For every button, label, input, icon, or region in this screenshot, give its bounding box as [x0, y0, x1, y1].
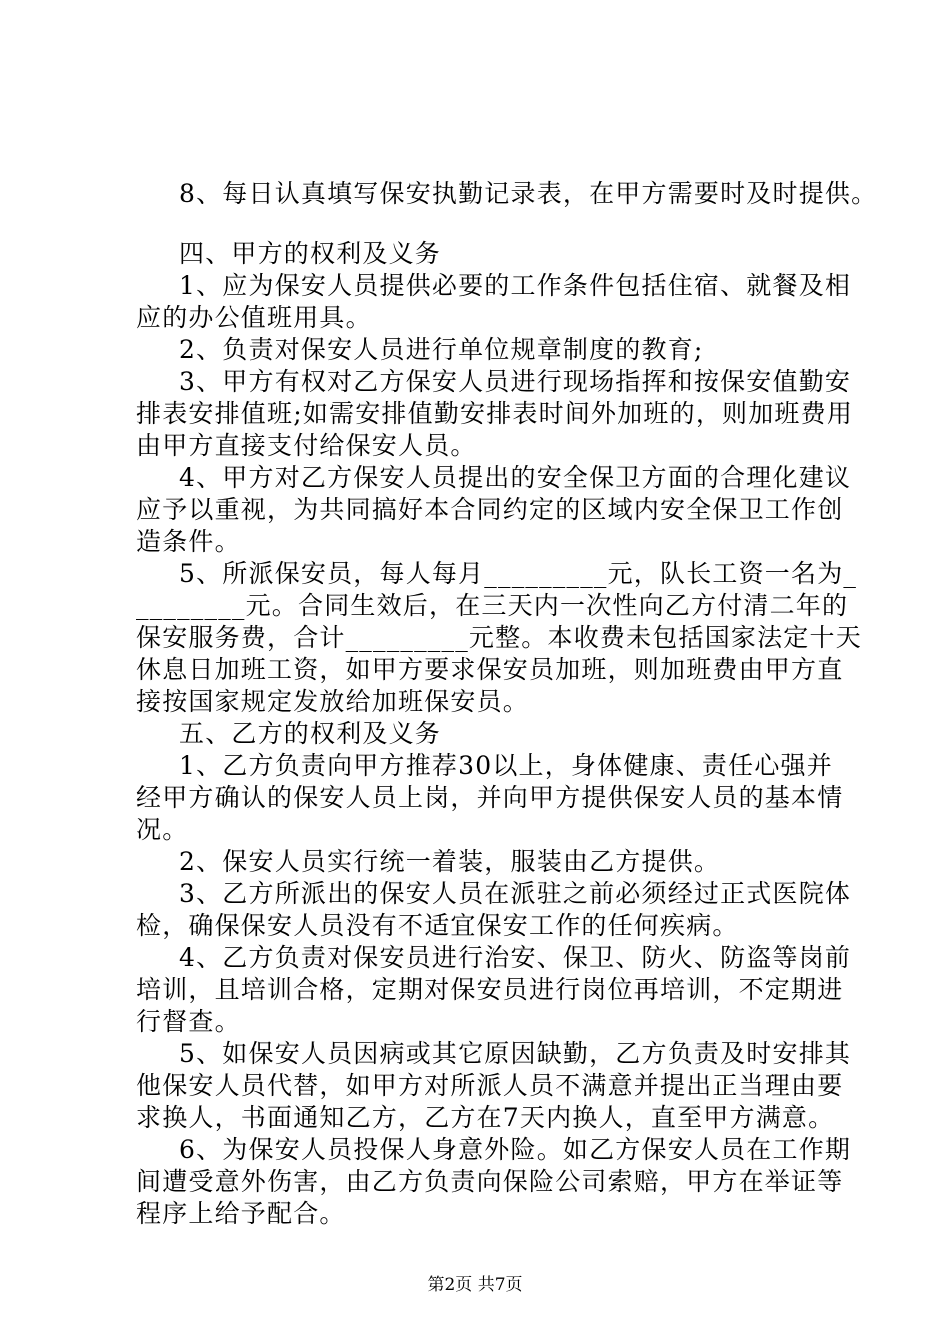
- line-25: 培训，且培训合格，定期对保安员进行岗位再培训，不定期进: [136, 975, 844, 1004]
- line-8: 由甲方直接支付给保安人员。: [136, 431, 477, 460]
- line-1: 8、每日认真填写保安执勤记录表，在甲方需要时及时提供。: [179, 179, 878, 208]
- line-29: 求换人，书面通知乙方，乙方在7天内换人，直至甲方满意。: [136, 1103, 835, 1132]
- line-28: 他保安人员代替，如甲方对所派人员不满意并提出正当理由要: [136, 1071, 844, 1100]
- line-14: 保安服务费，合计_________元整。本收费未包括国家法定十天: [136, 623, 862, 652]
- line-6: 3、甲方有权对乙方保安人员进行现场指挥和按保安值勤安: [179, 367, 852, 396]
- line-17: 五、乙方的权利及义务: [179, 719, 442, 748]
- line-22: 3、乙方所派出的保安人员在派驻之前必须经过正式医院体: [179, 879, 852, 908]
- line-2: 四、甲方的权利及义务: [179, 239, 442, 268]
- line-9: 4、甲方对乙方保安人员提出的安全保卫方面的合理化建议: [179, 463, 852, 492]
- line-20: 况。: [136, 815, 189, 844]
- line-32: 程序上给予配合。: [136, 1199, 346, 1228]
- line-5: 2、负责对保安人员进行单位规章制度的教育;: [179, 335, 704, 364]
- line-10: 应予以重视，为共同搞好本合同约定的区域内安全保卫工作创: [136, 495, 844, 524]
- line-18: 1、乙方负责向甲方推荐30以上，身体健康、责任心强并: [179, 751, 833, 780]
- line-3: 1、应为保安人员提供必要的工作条件包括住宿、就餐及相: [179, 271, 852, 300]
- line-16: 接按国家规定发放给加班保安员。: [136, 687, 530, 716]
- line-19: 经甲方确认的保安人员上岗，并向甲方提供保安人员的基本情: [136, 783, 844, 812]
- page-footer: 第2页 共7页: [427, 1275, 523, 1295]
- line-4: 应的办公值班用具。: [136, 303, 372, 332]
- line-21: 2、保安人员实行统一着装，服装由乙方提供。: [179, 847, 721, 876]
- line-12: 5、所派保安员，每人每月_________元，队长工资一名为_: [179, 559, 858, 588]
- line-31: 间遭受意外伤害，由乙方负责向保险公司索赔，甲方在举证等: [136, 1167, 844, 1196]
- line-13: ________元。合同生效后，在三天内一次性向乙方付清二年的: [136, 591, 849, 620]
- line-24: 4、乙方负责对保安员进行治安、保卫、防火、防盗等岗前: [179, 943, 852, 972]
- line-23: 检，确保保安人员没有不适宜保安工作的任何疾病。: [136, 911, 739, 940]
- line-27: 5、如保安人员因病或其它原因缺勤，乙方负责及时安排其: [179, 1039, 852, 1068]
- line-26: 行督查。: [136, 1007, 241, 1036]
- line-7: 排表安排值班;如需安排值勤安排表时间外加班的，则加班费用: [136, 399, 854, 428]
- line-30: 6、为保安人员投保人身意外险。如乙方保安人员在工作期: [179, 1135, 852, 1164]
- line-15: 休息日加班工资，如甲方要求保安员加班，则加班费由甲方直: [136, 655, 844, 684]
- line-11: 造条件。: [136, 527, 241, 556]
